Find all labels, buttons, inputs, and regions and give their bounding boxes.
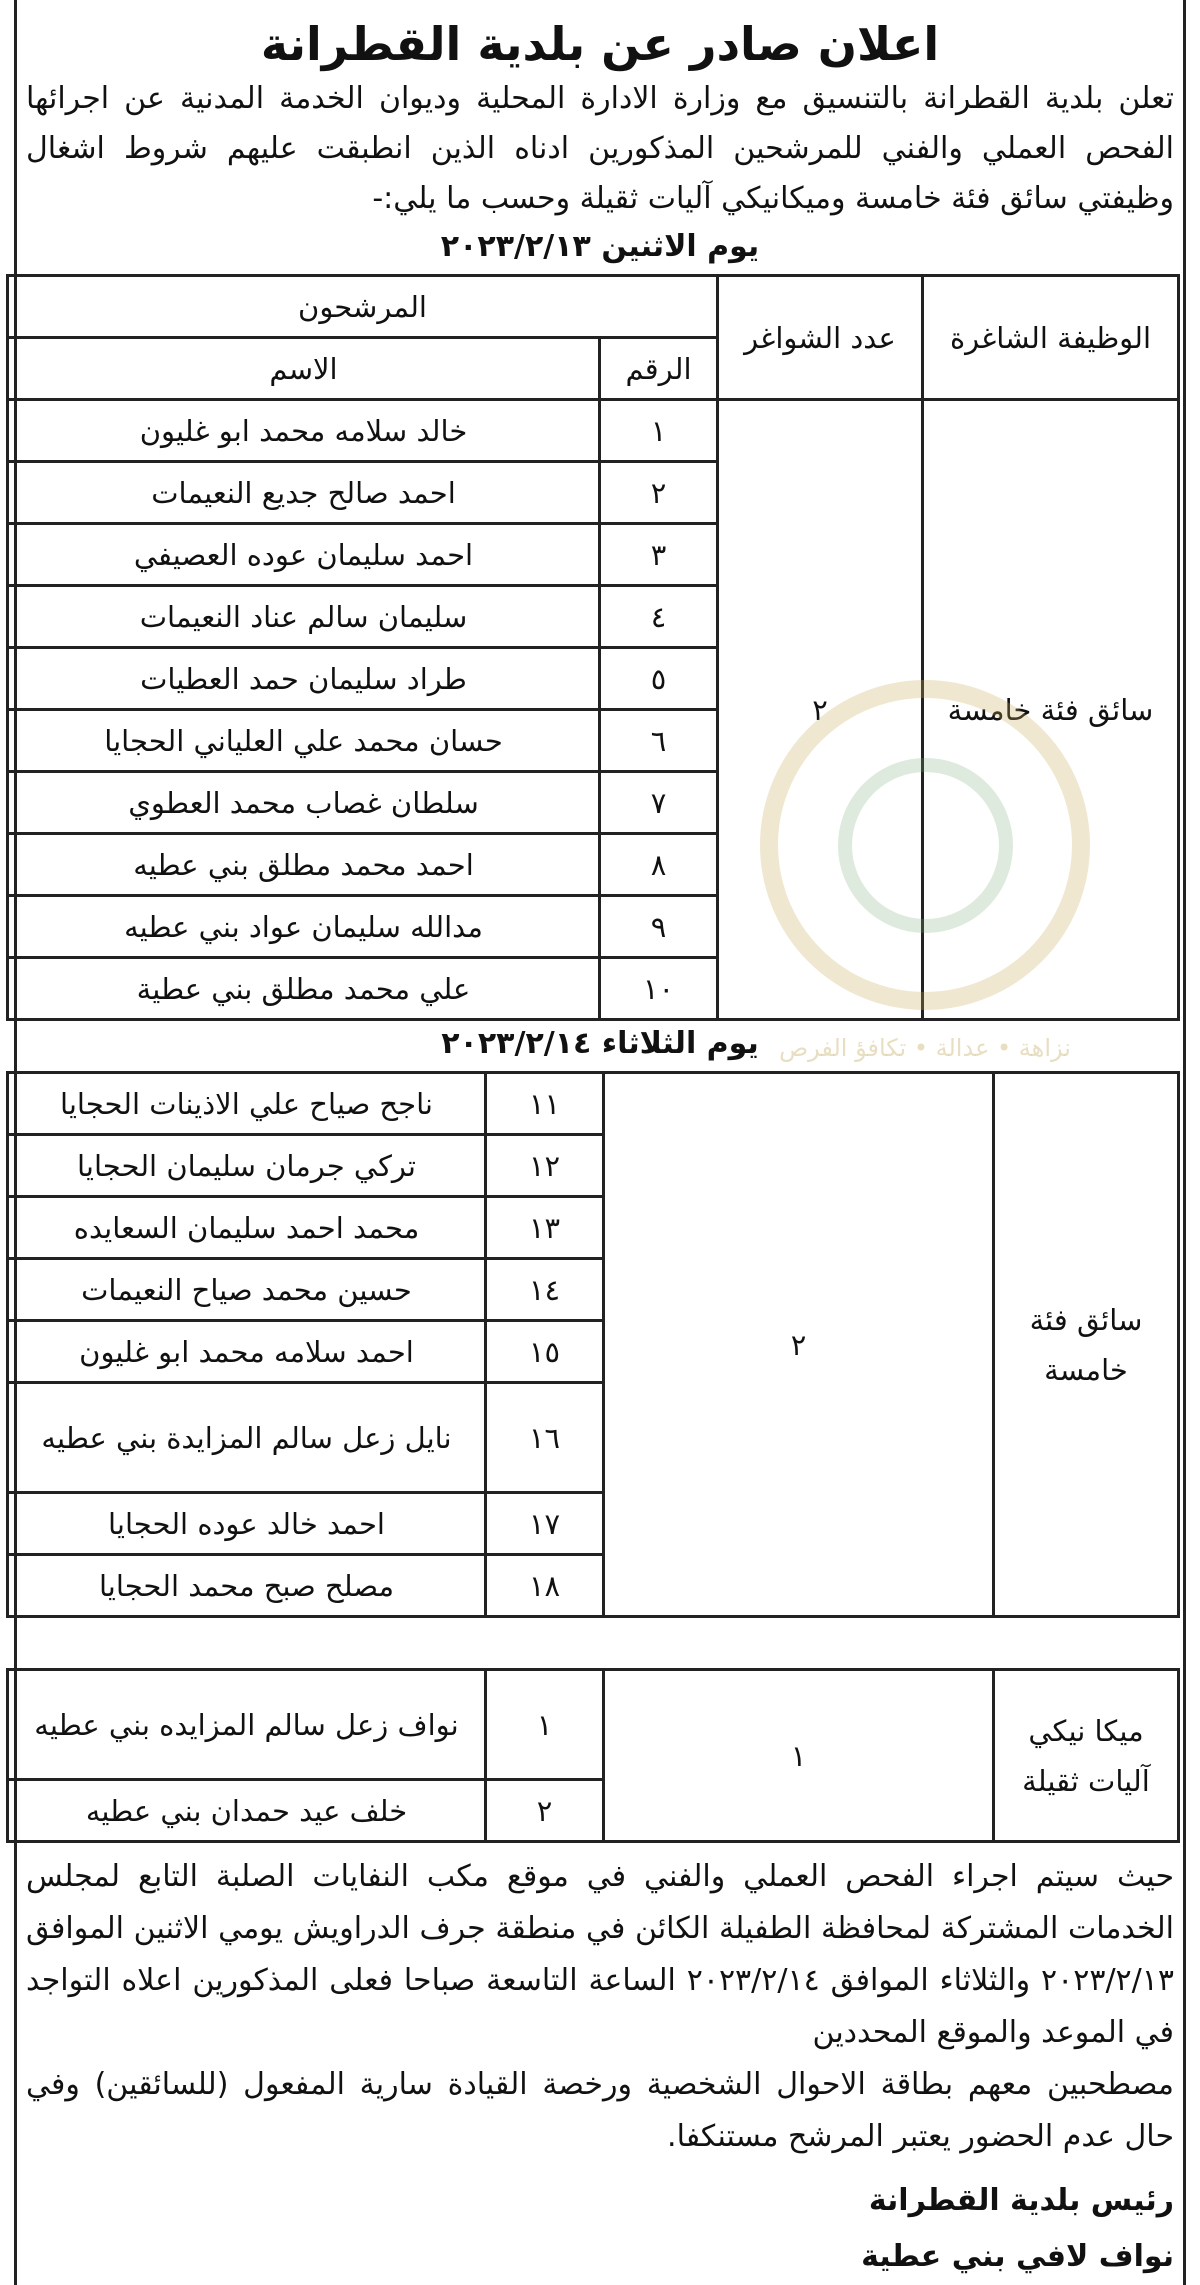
header-vacancies: عدد الشواغر <box>718 276 923 400</box>
candidate-name: سلطان غصاب محمد العطوي <box>8 772 600 834</box>
candidate-name: ناجح صياح علي الاذينات الحجايا <box>8 1073 486 1135</box>
candidate-name: احمد خالد عوده الحجايا <box>8 1493 486 1555</box>
header-job: الوظيفة الشاغرة <box>923 276 1179 400</box>
job-title-cell: ميكا نيكي آليات ثقيلة <box>994 1670 1179 1842</box>
candidate-name: تركي جرمان سليمان الحجايا <box>8 1135 486 1197</box>
day-monday-heading: يوم الاثنين ٢٠٢٣/٢/١٣ <box>440 229 760 264</box>
candidate-number: ٢ <box>600 462 718 524</box>
candidate-name: احمد سليمان عوده العصيفي <box>8 524 600 586</box>
candidate-name: مدالله سليمان عواد بني عطيه <box>8 896 600 958</box>
candidate-name: طراد سليمان حمد العطيات <box>8 648 600 710</box>
candidate-number: ٣ <box>600 524 718 586</box>
candidate-number: ٩ <box>600 896 718 958</box>
candidate-number: ١ <box>600 400 718 462</box>
candidate-name: احمد سلامه محمد ابو غليون <box>8 1321 486 1383</box>
page-title: اعلان صادر عن بلدية القطرانة <box>260 17 940 71</box>
requirements-paragraph: مصطحبين معهم بطاقة الاحوال الشخصية ورخصة القيادة سارية المفعول (للسائقين) وفي حال عدم الحضور يعتبر المرشح مستنكفا. <box>26 2067 1174 2154</box>
header-candidates: المرشحون <box>8 276 718 338</box>
candidate-name: محمد احمد سليمان السعايده <box>8 1197 486 1259</box>
candidate-number: ١٦ <box>486 1383 604 1493</box>
candidate-name: خلف عيد حمدان بني عطيه <box>8 1780 486 1842</box>
candidate-number: ١٨ <box>486 1555 604 1617</box>
candidate-name: حسين محمد صياح النعيمات <box>8 1259 486 1321</box>
candidate-number: ١٣ <box>486 1197 604 1259</box>
signatory-name: نواف لافي بني عطية <box>861 2239 1174 2274</box>
header-name: الاسم <box>8 338 600 400</box>
intro-paragraph: تعلن بلدية القطرانة بالتنسيق مع وزارة الادارة المحلية وديوان الخدمة المدنية عن اجرائها الفحص العملي والفني للمرشحين المذكورين ادناه الذين انطبقت عليهم شروط اشغال وظيفتي سائق فئة خامسة وميكانيكي آليات ثقيلة وحسب ما يلي:- <box>26 81 1174 216</box>
header-number: الرقم <box>600 338 718 400</box>
vacancies-cell: ٢ <box>718 400 923 1020</box>
vacancies-cell: ٢ <box>604 1073 994 1617</box>
candidate-number: ٧ <box>600 772 718 834</box>
candidate-number: ١١ <box>486 1073 604 1135</box>
candidate-number: ١٥ <box>486 1321 604 1383</box>
candidate-name: خالد سلامه محمد ابو غليون <box>8 400 600 462</box>
candidate-number: ٢ <box>486 1780 604 1842</box>
candidate-number: ١٠ <box>600 958 718 1020</box>
candidate-name: مصلح صبح محمد الحجايا <box>8 1555 486 1617</box>
exam-details-paragraph: حيث سيتم اجراء الفحص العملي والفني في موقع مكب النفايات الصلبة التابع لمجلس الخدمات المشتركة لمحافظة الطفيلة الكائن في منطقة جرف الدراويش يومي الاثنين الموافق ٢٠٢٣/٢/١٣ والثلاثاء الموافق ٢٠٢٣/٢/١٤ الساعة التاسعة صباحا فعلى المذكورين اعلاه التواجد في الموعد والموقع المحددين <box>26 1859 1174 2050</box>
job-title-cell: سائق فئة خامسة <box>994 1073 1179 1617</box>
candidate-number: ٤ <box>600 586 718 648</box>
candidate-number: ١٤ <box>486 1259 604 1321</box>
job-title-cell: سائق فئة خامسة <box>923 400 1179 1020</box>
page-border <box>14 0 1186 2285</box>
candidate-name: نايل زعل سالم المزايدة بني عطيه <box>8 1383 486 1493</box>
candidate-number: ٦ <box>600 710 718 772</box>
candidate-number: ٨ <box>600 834 718 896</box>
candidate-number: ١٧ <box>486 1493 604 1555</box>
signatory-title: رئيس بلدية القطرانة <box>868 2183 1174 2218</box>
candidate-number: ١٢ <box>486 1135 604 1197</box>
candidate-name: سليمان سالم عناد النعيمات <box>8 586 600 648</box>
candidate-name: احمد صالح جديع النعيمات <box>8 462 600 524</box>
candidate-name: حسان محمد علي العلياني الحجايا <box>8 710 600 772</box>
candidate-name: علي محمد مطلق بني عطية <box>8 958 600 1020</box>
candidate-name: نواف زعل سالم المزايده بني عطيه <box>8 1670 486 1780</box>
seal-motto: نزاهة • عدالة • تكافؤ الفرص <box>779 1034 1071 1062</box>
candidate-number: ١ <box>486 1670 604 1780</box>
candidate-name: احمد محمد مطلق بني عطيه <box>8 834 600 896</box>
vacancies-cell: ١ <box>604 1670 994 1842</box>
day-tuesday-heading: يوم الثلاثاء ٢٠٢٣/٢/١٤ <box>441 1026 759 1061</box>
candidate-number: ٥ <box>600 648 718 710</box>
